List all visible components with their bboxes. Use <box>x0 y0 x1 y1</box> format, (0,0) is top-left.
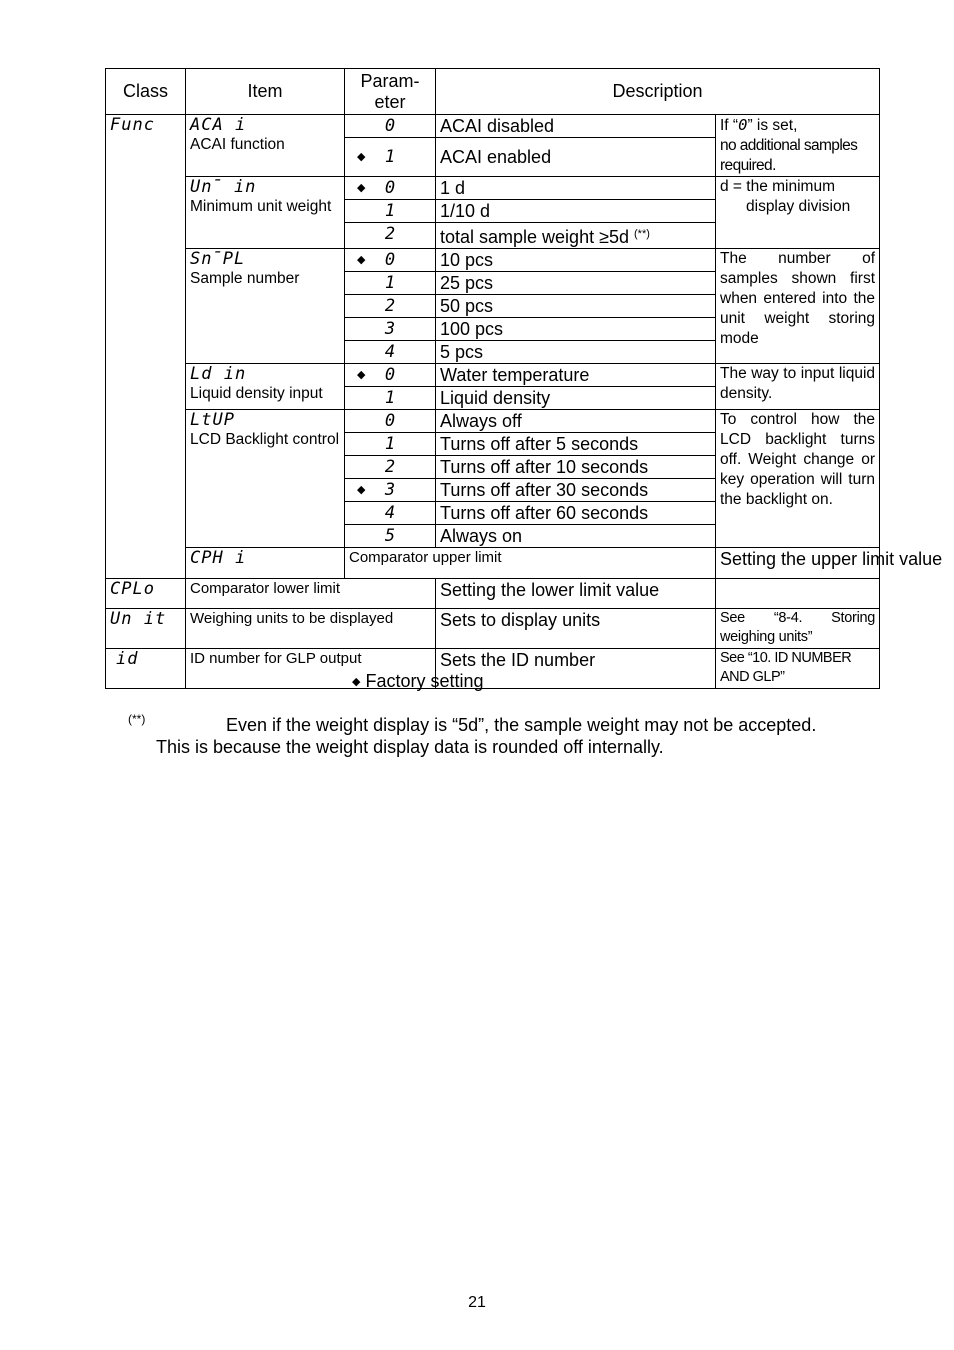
item-acai: ACA i ACAI function <box>186 115 345 177</box>
table-row: Un it Weighing units to be displayed Sets to display units See “8-4. Storing weighing units” <box>106 609 880 649</box>
factory-diamond-icon: ◆ <box>357 151 366 163</box>
header-class: Class <box>106 69 186 115</box>
table-row: Un̄ in Minimum unit weight ◆ 0 1 d d = the minimum display division <box>106 177 880 200</box>
header-row <box>106 69 880 115</box>
class-cplo: CPLo <box>106 578 186 609</box>
table-row: 1 Liquid density <box>106 387 880 410</box>
page-number: 21 <box>468 1294 486 1311</box>
table-row: 1 Turns off after 5 seconds <box>106 433 880 456</box>
table-row: 5 Always on <box>106 525 880 548</box>
unit-note: See “8-4. Storing weighing units” <box>716 609 880 649</box>
table-row: 3 100 pcs <box>106 318 880 341</box>
table-row: Sn̄PL Sample number ◆ 0 10 pcs The number of samples shown first when entered into the unit weight storing mode <box>106 249 880 272</box>
table-row: 1 25 pcs <box>106 272 880 295</box>
table-row: Ld in Liquid density input ◆ 0 Water temperature The way to input liquid density. <box>106 364 880 387</box>
snpl-note: The number of samples shown first when entered into the unit weight storing mode <box>716 249 880 364</box>
item-ltup: LtUP LCD Backlight control <box>186 410 345 548</box>
ldin-note: The way to input liquid density. <box>716 364 880 410</box>
table-row: CPH i Comparator upper limit Setting the upper limit value <box>106 548 880 579</box>
footnote-mark: (**) <box>128 712 146 726</box>
table-row: 1 1/10 d <box>106 200 880 223</box>
factory-diamond-icon: ◆ <box>352 676 361 688</box>
header-param: Param- eter <box>345 69 436 115</box>
header-description: Description <box>436 69 880 115</box>
table-row: 2 total sample weight ≥5d (**) <box>106 223 880 249</box>
table-row: ◆ 3 Turns off after 30 seconds <box>106 479 880 502</box>
item-ldin: Ld in Liquid density input <box>186 364 345 410</box>
table-row: 2 50 pcs <box>106 295 880 318</box>
class-unit: Un it <box>106 609 186 649</box>
class-func: Func <box>106 115 186 579</box>
item-unin: Un̄ in Minimum unit weight <box>186 177 345 249</box>
table-row: Func ACA i ACAI function 0 ACAI disabled If “0” is set, no additional samples required. <box>106 115 880 138</box>
table-row: LtUP LCD Backlight control 0 Always off To control how the LCD backlight turns off. Weight change or key operation will turn the backlight on. <box>106 410 880 433</box>
table-row: 4 Turns off after 60 seconds <box>106 502 880 525</box>
factory-diamond-icon: ◆ <box>357 484 366 496</box>
factory-diamond-icon: ◆ <box>357 254 366 266</box>
factory-diamond-icon: ◆ <box>357 182 366 194</box>
factory-diamond-icon: ◆ <box>357 369 366 381</box>
ltup-note: To control how the LCD backlight turns off. Weight change or key operation will turn the backlight on. <box>716 410 880 548</box>
table-row: id ID number for GLP output Sets the ID number See “10. ID NUMBER AND GLP” <box>106 649 880 689</box>
class-id: id <box>106 649 186 689</box>
function-table <box>105 68 943 689</box>
factory-setting-legend: ◆ Factory setting <box>352 671 484 691</box>
table-row: CPLo Comparator lower limit Setting the lower limit value <box>106 578 880 609</box>
table-row: 2 Turns off after 10 seconds <box>106 456 880 479</box>
class-cphi: CPH i <box>186 548 345 579</box>
footnote-line-1: Even if the weight display is “5d”, the sample weight may not be accepted. <box>226 715 817 735</box>
footnote-line-2: This is because the weight display data is rounded off internally. <box>156 737 664 757</box>
unin-note: d = the minimum display division <box>716 177 880 249</box>
id-note: See “10. ID NUMBER AND GLP” <box>716 649 880 689</box>
header-item: Item <box>186 69 345 115</box>
table-row: ◆ 1 ACAI enabled <box>106 138 880 177</box>
table-row: 4 5 pcs <box>106 341 880 364</box>
acai-note: If “0” is set, no additional samples required. <box>716 115 880 177</box>
item-snpl: Sn̄PL Sample number <box>186 249 345 364</box>
